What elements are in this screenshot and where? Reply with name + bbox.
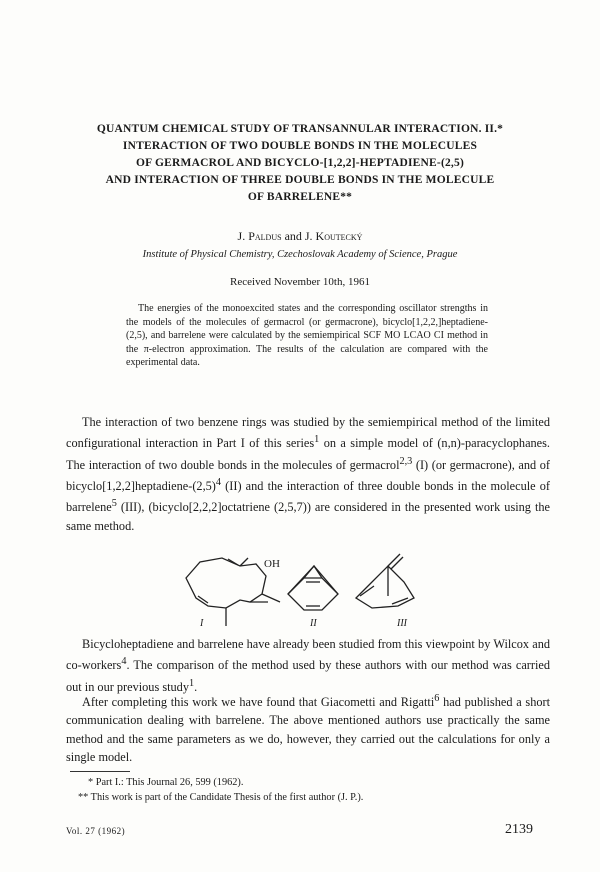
footnote-1: * Part I.: This Journal 26, 599 (1962). (88, 777, 244, 788)
bicycloheptadiene-structure (288, 578, 338, 610)
page-number: 2139 (505, 822, 533, 837)
chemical-structures (0, 536, 600, 636)
structure-label-1: I (200, 618, 204, 629)
title-line-5: OF BARRELENE** (247, 191, 353, 203)
author-conjunction: and (284, 229, 302, 243)
abstract: The energies of the monoexcited states and the corresponding oscillator strengths in the models of the molecules of germacrol (or germacrone), bicyclo[1,2,2,]heptadiene-(2,5), and barrelene were calculated by the semiempirical SCF MO LCAO CI method in the π-electron approximation. The results of the calculation are compared with the experimental data. (126, 303, 488, 369)
author-1: J. Paldus (237, 229, 282, 243)
structure-drawings (0, 536, 600, 636)
title-line-2: INTERACTION OF TWO DOUBLE BONDS IN THE MOLECULES (122, 140, 478, 152)
title-line-4: AND INTERACTION OF THREE DOUBLE BONDS IN THE MOLECULE (105, 174, 495, 186)
footnote-rule (70, 771, 130, 772)
paragraph-3: After completing this work we have found that Giacometti and Rigatti$^6$ had published a short communication dealing with barrelene. The above mentioned authors use practically the same method and the same parameters as we do, however, they carried out the calculations for only a single model. (66, 693, 550, 764)
author-2: J. Koutecký (304, 229, 363, 243)
structure-label-3: III (397, 618, 407, 629)
paragraph-1: The interaction of two benzene rings was studied by the semiempirical method of the limited configurational interaction in Part I of this series$^1$ on a simple model of (n,n)-paracyclophanes. The interaction of two double bonds in the molecules of germacrol$^{2,3}$ (I) (or germacrone), and of $bicyclo[1,2,2]heptadiene-(2,5)^4$ (II) and the interaction of three double bonds in the molecule of barrelene$^5$ (III), (bicyclo[2,2,2]octatriene (2,5,7)) are considered in the presented work using the same method. (66, 415, 550, 533)
hydroxyl-label: OH (264, 558, 280, 570)
structure-label-2: II (310, 618, 317, 629)
germacrol-structure (186, 558, 266, 608)
barrelene-structure (356, 566, 414, 608)
title-line-3: OF GERMACROL AND BICYCLO-[1,2,2]-HEPTADIENE-(2,5) (136, 157, 464, 169)
authors (0, 229, 600, 244)
paragraph-2: Bicycloheptadiene and barrelene have already been studied from this viewpoint by Wilcox and co-workers$^4$. The comparison of the method used by these authors with our method was carried out in our previous study$^1$. (66, 637, 550, 694)
received-date: Received November 10th, 1961 (230, 276, 370, 288)
title-line-1: QUANTUM CHEMICAL STUDY OF TRANSANNULAR INTERACTION. II.* (96, 123, 504, 135)
journal-reference: Vol. 27 (1962) (66, 826, 126, 836)
footnote-2: ** This work is part of the Candidate Thesis of the first author (J. P.). (78, 792, 364, 803)
institution: Institute of Physical Chemistry, Czechoslovak Academy of Science, Prague (142, 249, 458, 260)
